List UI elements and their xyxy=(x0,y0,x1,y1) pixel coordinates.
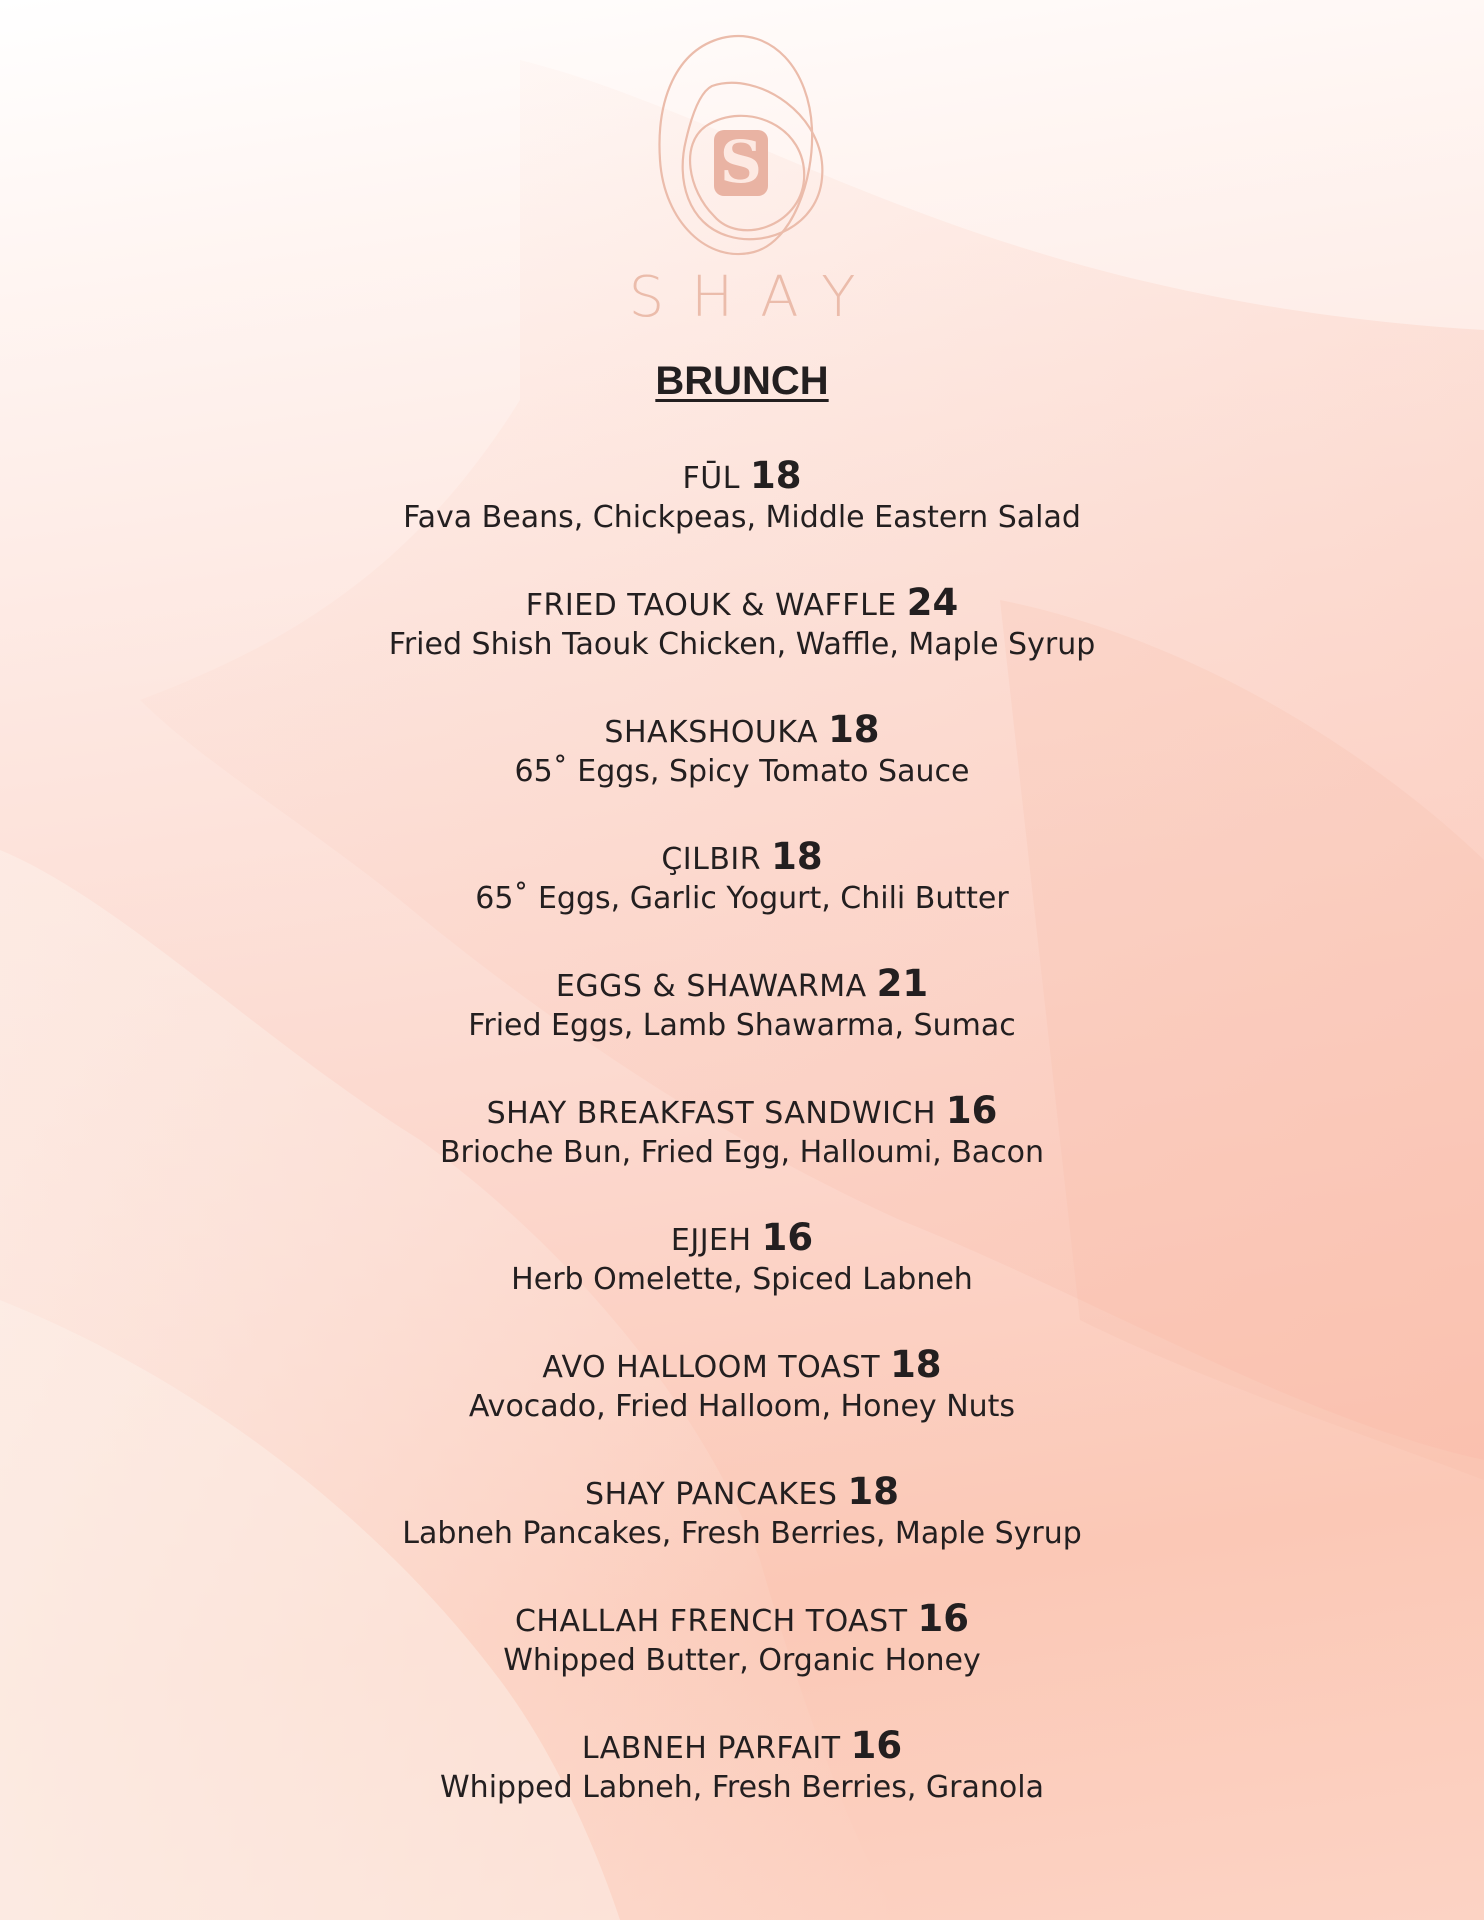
menu-item xyxy=(0,1216,1484,1343)
menu-item-name: LABNEH PARFAIT xyxy=(581,1731,841,1766)
menu-item xyxy=(0,1470,1484,1597)
menu-item-price: 18 xyxy=(771,835,823,878)
menu-item-name: FŪL xyxy=(682,461,740,496)
menu-item-description: 65˚ Eggs, Garlic Yogurt, Chili Butter xyxy=(475,881,1009,916)
menu-item xyxy=(0,835,1484,962)
brand-name: SHAY xyxy=(628,265,883,330)
menu-item-price: 24 xyxy=(906,581,959,624)
menu-title-text: BRUNCH xyxy=(655,359,829,403)
menu-item-name: EGGS & SHAWARMA xyxy=(555,969,867,1004)
menu-item xyxy=(0,454,1484,581)
menu-item xyxy=(0,1597,1484,1724)
menu-item-price: 21 xyxy=(876,962,929,1005)
menu-item-description: Fried Shish Taouk Chicken, Waffle, Maple Syrup xyxy=(388,627,1096,662)
menu-title xyxy=(0,355,1484,407)
menu-item-price: 18 xyxy=(890,1343,942,1386)
menu-item-price: 16 xyxy=(917,1597,970,1640)
menu-item-name: SHAY BREAKFAST SANDWICH xyxy=(486,1096,936,1131)
menu-item-price: 18 xyxy=(828,708,880,751)
menu-item-price: 16 xyxy=(761,1216,814,1259)
menu-item xyxy=(0,962,1484,1089)
menu-item-name: SHAY PANCAKES xyxy=(585,1477,838,1512)
menu-item-name: EJJEH xyxy=(670,1223,752,1258)
menu-item-description: Brioche Bun, Fried Egg, Halloumi, Bacon xyxy=(439,1135,1045,1170)
menu-item-description: Whipped Butter, Organic Honey xyxy=(503,1643,981,1678)
menu-list xyxy=(0,454,1484,1851)
menu-item-name: SHAKSHOUKA xyxy=(604,715,819,750)
menu-item-description: Herb Omelette, Spiced Labneh xyxy=(511,1262,973,1297)
menu-item-description: Whipped Labneh, Fresh Berries, Granola xyxy=(440,1770,1044,1805)
menu-item-name: ÇILBIR xyxy=(661,842,762,877)
menu-item xyxy=(0,708,1484,835)
menu-item-description: Fried Eggs, Lamb Shawarma, Sumac xyxy=(468,1008,1016,1043)
menu-item-name: CHALLAH FRENCH TOAST xyxy=(514,1604,908,1639)
logo-monogram: S xyxy=(720,128,762,196)
menu-item-description: Labneh Pancakes, Fresh Berries, Maple Syrup xyxy=(402,1516,1082,1551)
menu-item-description: Fava Beans, Chickpeas, Middle Eastern Salad xyxy=(403,500,1081,535)
menu-item-name: FRIED TAOUK & WAFFLE xyxy=(525,588,897,623)
menu-item-price: 16 xyxy=(850,1724,903,1767)
menu-item-name: AVO HALLOOM TOAST xyxy=(542,1350,881,1385)
menu-item-description: Avocado, Fried Halloom, Honey Nuts xyxy=(468,1389,1016,1424)
menu-item-description: 65˚ Eggs, Spicy Tomato Sauce xyxy=(514,754,970,789)
menu-item-price: 18 xyxy=(847,1470,899,1513)
menu-item xyxy=(0,581,1484,708)
menu-item-price: 18 xyxy=(749,454,802,497)
menu-item xyxy=(0,1089,1484,1216)
menu-item-price: 16 xyxy=(945,1089,998,1132)
menu-item xyxy=(0,1343,1484,1470)
menu-item xyxy=(0,1724,1484,1851)
